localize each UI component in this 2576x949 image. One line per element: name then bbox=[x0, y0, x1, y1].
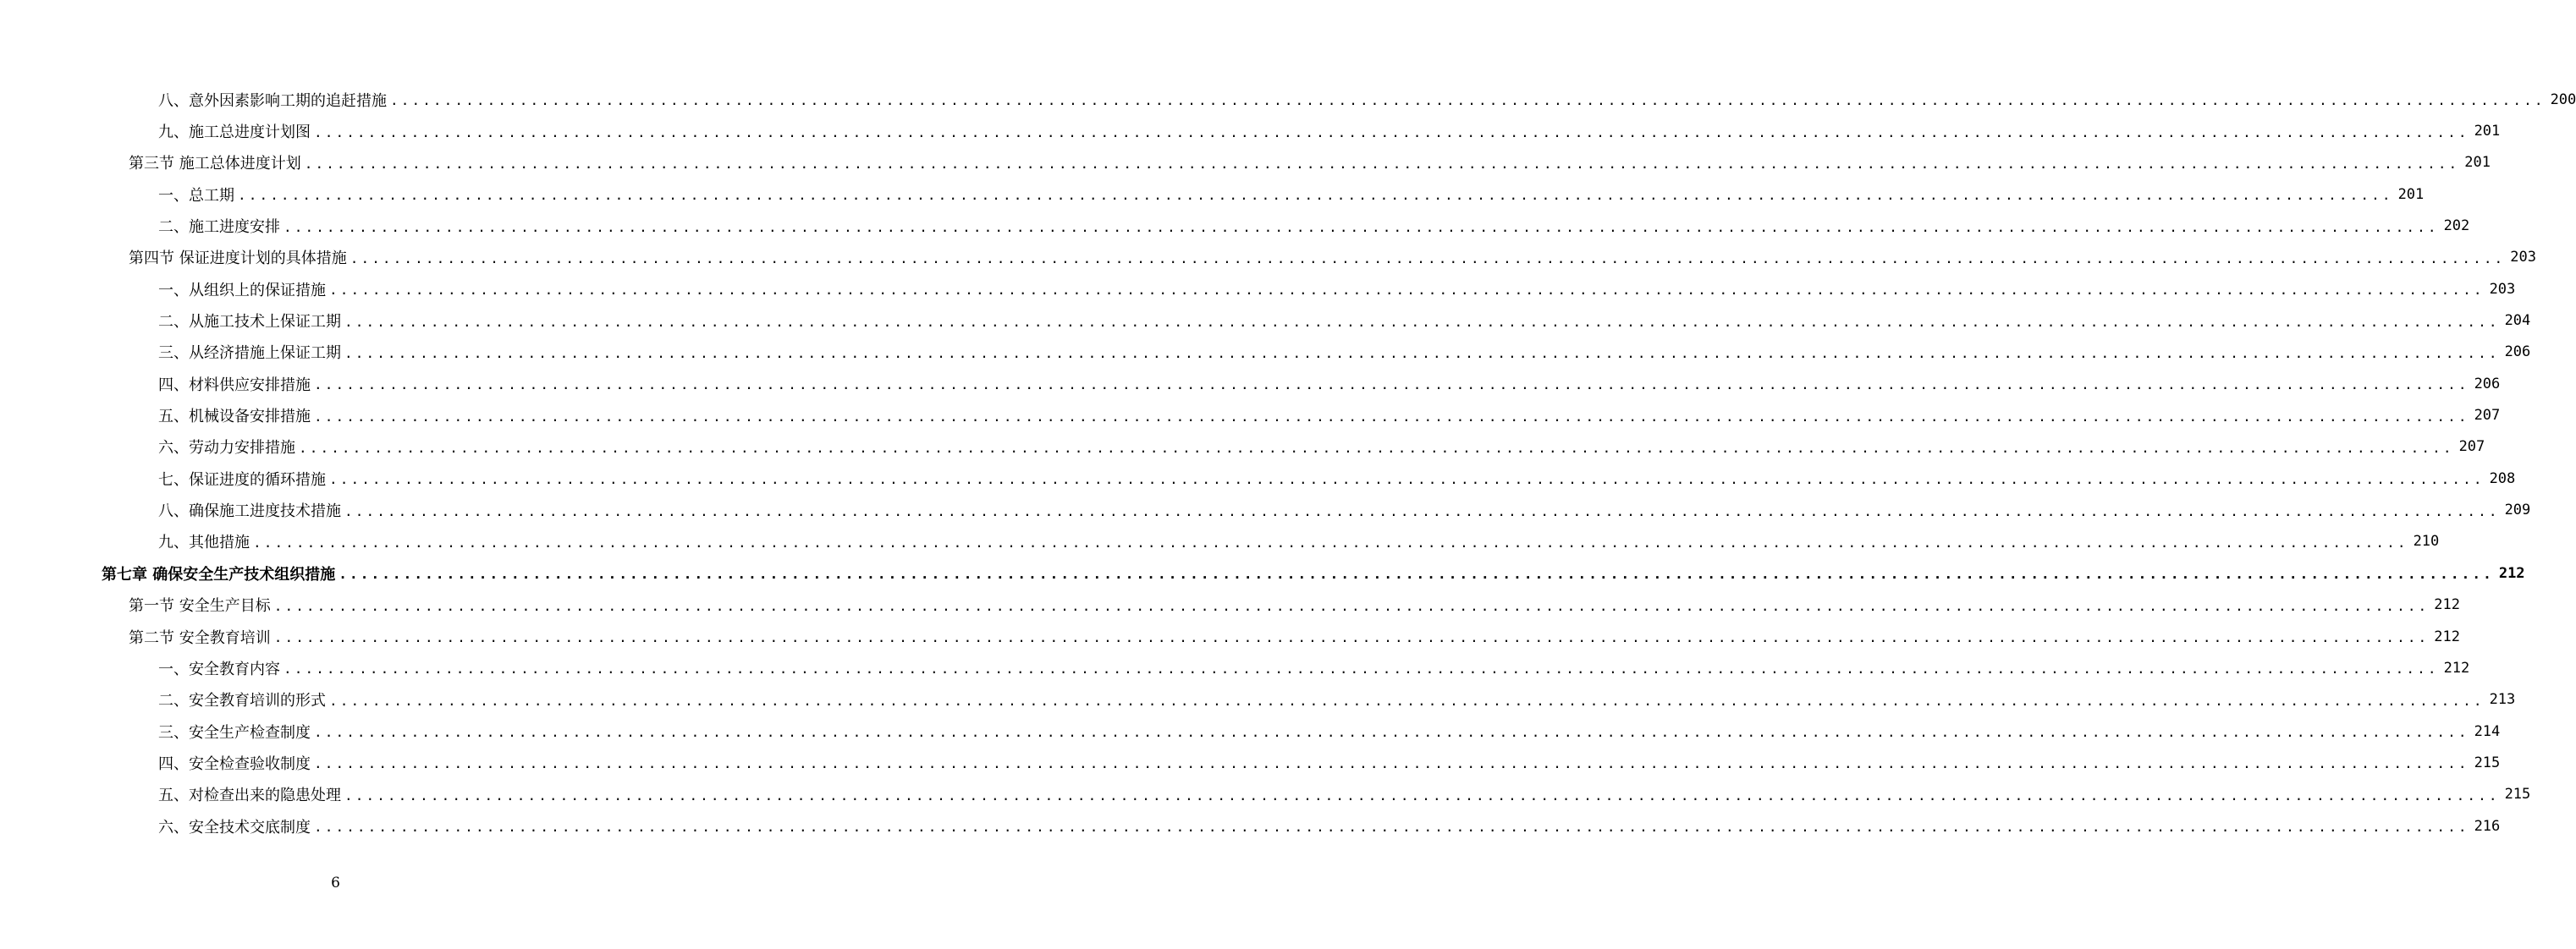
toc-entry-title: 一、安全教育内容 bbox=[158, 660, 280, 678]
toc-entry[interactable] bbox=[0, 810, 2501, 842]
toc-entry-title: 第一节 安全生产目标 bbox=[129, 597, 271, 616]
toc-entry[interactable] bbox=[0, 684, 2516, 716]
toc-entry[interactable] bbox=[0, 304, 2531, 336]
toc-dot-leader: ........................................................................................................................................................................................................ bbox=[304, 155, 2460, 172]
toc-dot-leader: ........................................................................................................................................................................................................ bbox=[350, 250, 2506, 266]
toc-entry-title: 第四节 保证进度计划的具体措施 bbox=[129, 250, 347, 268]
toc-entry[interactable] bbox=[0, 399, 2501, 431]
toc-entry[interactable] bbox=[0, 84, 2576, 115]
toc-entry-page-number: 209 bbox=[2504, 502, 2531, 519]
toc-entry-title: 五、机械设备安排措施 bbox=[158, 408, 311, 426]
toc-entry-title: 一、从组织上的保证措施 bbox=[158, 281, 326, 299]
toc-entry-page-number: 203 bbox=[2510, 249, 2537, 266]
toc-entry-title: 四、安全检查验收制度 bbox=[158, 754, 311, 773]
toc-entry-page-number: 210 bbox=[2413, 533, 2440, 551]
toc-dot-leader: ........................................................................................................................................................................................................ bbox=[283, 661, 2439, 677]
toc-entry-title: 四、材料供应安排措施 bbox=[158, 376, 311, 394]
toc-entry[interactable] bbox=[0, 557, 2525, 589]
toc-entry-page-number: 203 bbox=[2489, 280, 2516, 298]
toc-dot-leader: ........................................................................................................................................................................................................ bbox=[329, 692, 2485, 709]
toc-entry-title: 六、劳动力安排措施 bbox=[158, 439, 295, 458]
table-of-contents bbox=[0, 84, 2576, 842]
toc-dot-leader: ........................................................................................................................................................................................................ bbox=[329, 282, 2485, 299]
toc-entry-title: 八、确保施工进度技术措施 bbox=[158, 502, 341, 521]
toc-entry-title: 三、安全生产检查制度 bbox=[158, 723, 311, 742]
toc-dot-leader: ........................................................................................................................................................................................................ bbox=[273, 629, 2430, 646]
toc-dot-leader: ........................................................................................................................................................................................................ bbox=[344, 502, 2500, 519]
toc-entry-title: 一、总工期 bbox=[158, 186, 234, 205]
toc-entry[interactable] bbox=[0, 147, 2491, 178]
toc-entry[interactable] bbox=[0, 716, 2501, 747]
toc-entry-title: 九、施工总进度计划图 bbox=[158, 123, 311, 142]
toc-entry[interactable] bbox=[0, 273, 2516, 304]
toc-dot-leader: ........................................................................................................................................................................................................ bbox=[329, 471, 2485, 488]
toc-entry-page-number: 214 bbox=[2474, 722, 2501, 740]
toc-entry-title: 第三节 施工总体进度计划 bbox=[129, 155, 301, 173]
toc-entry-title: 五、对检查出来的隐患处理 bbox=[158, 787, 341, 805]
toc-entry-page-number: 212 bbox=[2443, 659, 2470, 677]
toc-dot-leader: ........................................................................................................................................................................................................ bbox=[314, 724, 2469, 741]
toc-entry-title: 二、施工进度安排 bbox=[158, 218, 280, 237]
toc-entry[interactable] bbox=[0, 115, 2501, 146]
page-number: 6 bbox=[331, 875, 340, 891]
toc-entry-title: 二、安全教育培训的形式 bbox=[158, 692, 326, 710]
toc-entry-title: 八、意外因素影响工期的追赶措施 bbox=[158, 91, 387, 110]
toc-entry-page-number: 212 bbox=[2498, 564, 2525, 582]
toc-entry[interactable] bbox=[0, 526, 2440, 557]
toc-entry-page-number: 207 bbox=[2458, 438, 2485, 456]
toc-entry-page-number: 206 bbox=[2504, 343, 2531, 361]
toc-entry-page-number: 213 bbox=[2489, 691, 2516, 709]
toc-dot-leader: ........................................................................................................................................................................................................ bbox=[299, 439, 2454, 456]
toc-dot-leader: ........................................................................................................................................................................................................ bbox=[339, 566, 2494, 583]
toc-entry-page-number: 216 bbox=[2474, 817, 2501, 835]
toc-dot-leader: ........................................................................................................................................................................................................ bbox=[344, 787, 2500, 804]
toc-dot-leader: ........................................................................................................................................................................................................ bbox=[314, 408, 2469, 425]
toc-entry[interactable] bbox=[0, 621, 2461, 652]
toc-entry-title: 七、保证进度的循环措施 bbox=[158, 470, 326, 489]
toc-entry-page-number: 215 bbox=[2504, 786, 2531, 804]
toc-entry-page-number: 206 bbox=[2474, 375, 2501, 392]
toc-dot-leader: ........................................................................................................................................................................................................ bbox=[238, 187, 2393, 204]
toc-dot-leader: ........................................................................................................................................................................................................ bbox=[314, 819, 2469, 836]
toc-dot-leader: ........................................................................................................................................................................................................ bbox=[344, 344, 2500, 361]
toc-entry-title: 第七章 确保安全生产技术组织措施 bbox=[102, 565, 336, 584]
toc-entry-title: 六、安全技术交底制度 bbox=[158, 818, 311, 837]
toc-entry-page-number: 204 bbox=[2504, 312, 2531, 330]
toc-dot-leader: ........................................................................................................................................................................................................ bbox=[314, 755, 2469, 772]
toc-dot-leader: ........................................................................................................................................................................................................ bbox=[273, 597, 2430, 614]
toc-entry-page-number: 212 bbox=[2434, 628, 2461, 645]
toc-entry-page-number: 200 bbox=[2550, 91, 2576, 108]
toc-entry-title: 三、从经济措施上保证工期 bbox=[158, 344, 341, 363]
toc-entry[interactable] bbox=[0, 242, 2537, 273]
toc-dot-leader: ........................................................................................................................................................................................................ bbox=[314, 376, 2469, 393]
toc-entry[interactable] bbox=[0, 463, 2516, 494]
toc-entry-title: 二、从施工技术上保证工期 bbox=[158, 313, 341, 332]
toc-entry[interactable] bbox=[0, 779, 2531, 810]
toc-entry[interactable] bbox=[0, 590, 2461, 621]
toc-entry-page-number: 201 bbox=[2397, 185, 2425, 203]
toc-entry[interactable] bbox=[0, 210, 2470, 241]
toc-entry[interactable] bbox=[0, 494, 2531, 525]
toc-entry[interactable] bbox=[0, 368, 2501, 399]
toc-entry-page-number: 212 bbox=[2434, 596, 2461, 614]
toc-entry-title: 第二节 安全教育培训 bbox=[129, 628, 271, 647]
toc-entry-page-number: 202 bbox=[2443, 217, 2470, 235]
toc-entry[interactable] bbox=[0, 337, 2531, 368]
toc-entry-page-number: 215 bbox=[2474, 754, 2501, 771]
toc-entry[interactable] bbox=[0, 431, 2485, 463]
toc-entry-page-number: 207 bbox=[2474, 407, 2501, 425]
toc-dot-leader: ........................................................................................................................................................................................................ bbox=[314, 123, 2469, 140]
toc-entry[interactable] bbox=[0, 652, 2470, 683]
toc-dot-leader: ........................................................................................................................................................................................................ bbox=[253, 534, 2408, 551]
toc-entry-page-number: 208 bbox=[2489, 469, 2516, 487]
toc-entry-page-number: 201 bbox=[2464, 154, 2491, 172]
toc-dot-leader: ........................................................................................................................................................................................................ bbox=[283, 218, 2439, 235]
toc-dot-leader: ........................................................................................................................................................................................................ bbox=[390, 92, 2546, 109]
toc-dot-leader: ........................................................................................................................................................................................................ bbox=[344, 313, 2500, 330]
toc-entry-title: 九、其他措施 bbox=[158, 534, 250, 552]
toc-entry[interactable] bbox=[0, 747, 2501, 778]
toc-entry[interactable] bbox=[0, 178, 2425, 210]
toc-entry-page-number: 201 bbox=[2474, 123, 2501, 140]
